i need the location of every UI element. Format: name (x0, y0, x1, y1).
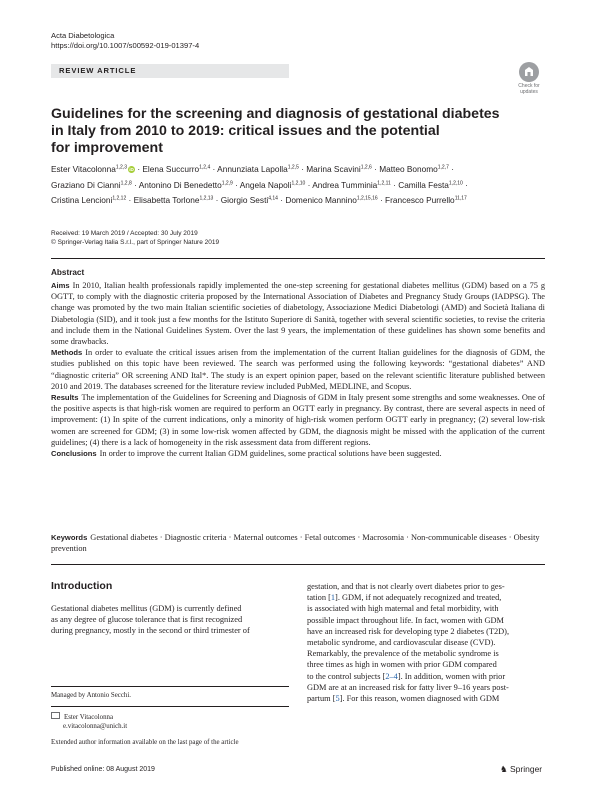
citation-link[interactable]: 1 (330, 593, 336, 603)
abstract-body (51, 280, 545, 459)
check-for-updates-badge[interactable] (512, 62, 546, 98)
citation-link[interactable]: 2–4 (385, 671, 398, 681)
author-name[interactable]: Andrea Tumminia (312, 179, 378, 190)
abstract-aims: Aims In 2010, Italian health professionals rapidly implemented the one-step screening for gestational diabetes mellitus (GDM) based on a 75 g OGTT, to comply with the diagnostic criteria proposed by the International Association of Diabetes and Pregnancy Study Groups (IADPSG). The change was promoted by the two main Italian scientific societies of diabetology, Associazione Medici Diabetologi (AMD) and Società Italiana di Diabetologia (SID), and it took just a few months for the Istituto Superiore di Sanità, together with several scientific societies, to revise the criteria and include them in the National Guidelines System. Over the last 9 years, the implementation of these guidelines has shown some benefits and some drawbacks. (51, 281, 545, 347)
abstract-methods: Methods In order to evaluate the critical issues arisen from the implementation of the current Italian guidelines for the diagnosis of GDM, the studies published on this topic have been reviewed. The search was performed using the following keywords: “gestational diabetes” AND “diagnostic criteria” OR screening AND Ital*. The study is an expert opinion paper, based on the relevant scientific literature published between 2010 and 2019. The databases screened for the literature review included PubMed, MEDLINE, and Scopus. (51, 348, 545, 391)
author-name[interactable]: Camilla Festa (398, 179, 449, 190)
corresponding-author: Ester Vitacolonna e.vitacolonna@unich.it (51, 712, 127, 731)
received-accepted: Received: 19 March 2019 / Accepted: 30 July 2019 (51, 230, 198, 237)
divider (51, 258, 545, 259)
springer-horse-icon: ♞ (500, 764, 508, 774)
footnote-divider (51, 706, 289, 707)
intro-right-column: gestation, and that is not clearly overt diabetes prior to ges- tation [1]. GDM, if not adequately recognized and treated, is associated with high maternal and fetal morbidity, with possible impact throughout life. In fact, women with GDM have an increased risk for developing type 2 diabetes (T2D), metabolic syndrome, and cardiovascular disease (CVD). Remarkably, the prevalence of the metabolic syndrome is three times as high in women with prior GDM compared to the control subjects [2–4]. In addition, women with prior GDM are at an increased risk for fatty liver 9–16 years post- partum [5]. For this reason, women diagnosed with GDM (307, 582, 510, 704)
section-heading-introduction: Introduction (51, 580, 113, 592)
published-online: Published online: 08 August 2019 (51, 766, 155, 773)
intro-left-column: Gestational diabetes mellitus (GDM) is currently defined as any degree of glucose tolerance that is first recognized during pregnancy, mostly in the second or third trimester of (51, 604, 250, 636)
author-name[interactable]: Elisabetta Torlone (133, 195, 200, 206)
author-name[interactable]: Giorgio Sesti (220, 195, 269, 206)
corresponding-email[interactable]: e.vitacolonna@unich.it (63, 723, 128, 730)
keywords: Keywords Gestational diabetes · Diagnostic criteria · Maternal outcomes · Fetal outcomes · Macrosomia · Non-communicable diseases · Obesity prevention (51, 533, 540, 554)
author-name[interactable]: Angela Napoli (239, 179, 292, 190)
divider (51, 564, 545, 565)
article-type-label: REVIEW ARTICLE (51, 64, 289, 78)
check-updates-icon (519, 62, 539, 82)
author-name[interactable]: Marina Scavini (306, 164, 361, 174)
abstract-results: Results The implementation of the Guidelines for Screening and Diagnosis of GDM in Italy present some strengths and some weaknesses. One of the positive aspects is that high-risk women are required to perform an OGTT early in pregnancy. By contrast, there are several aspects in need of improvement: (1) In spite of the current indications, only a minority of high-risk women perform OGTT early in pregnancy; (2) several low-risk women are screened for GDM; (3) in some low-risk women affected by GDM, the diagnosis might be missed with the application of the current guidelines; (4) there is a lack of homogeneity in the risk assessment data from different regions. (51, 393, 545, 447)
author-name[interactable]: Domenico Mannino (285, 195, 357, 206)
article-dates (51, 229, 219, 248)
citation-link[interactable]: 5 (335, 694, 340, 704)
author-name[interactable]: Annunziata Lapolla (217, 164, 288, 174)
check-updates-label: Check for updates (518, 83, 540, 95)
author-name[interactable]: Matteo Bonomo (379, 164, 438, 174)
article-title: Guidelines for the screening and diagnosis of gestational diabetes in Italy from 2010 to 2019: critical issues and the potential for improvement (51, 106, 500, 157)
author-list (51, 162, 551, 209)
author-line-1: Ester Vitacolonna$^{1,2,3}$ iD · Elena Succurro$^{1,2,4}$ · Annunziata Lapolla$^{1,2,5}$ · Marina Scavini$^{1,2,6}$ · Matteo Bonomo$^{1,2,7}$ · (51, 164, 454, 174)
author-line-3: Cristina Lencioni$^{1,2,12}$ · Elisabetta Torlone$^{1,2,13}$ · Giorgio Sesti$^{4,14}$ · Domenico Mannino$^{1,2,15,16}$ · Francesco Purrello$^{11,17}$ (51, 195, 467, 206)
envelope-icon (51, 712, 60, 719)
journal-name: Acta Diabetologica (51, 31, 115, 40)
author-name[interactable]: Cristina Lencioni (51, 195, 113, 206)
doi-link[interactable]: https://doi.org/10.1007/s00592-019-01397-4 (51, 41, 200, 50)
copyright-line: © Springer-Verlag Italia S.r.l., part of Springer Nature 2019 (51, 239, 220, 247)
author-name[interactable]: Francesco Purrello (385, 195, 455, 206)
orcid-icon[interactable]: iD (129, 167, 134, 172)
abstract-conclusions: Conclusions In order to improve the current Italian GDM guidelines, some practical solutions have been suggested. (51, 449, 442, 459)
author-name[interactable]: Ester Vitacolonna (51, 164, 116, 174)
managed-by-note: Managed by Antonio Secchi. (51, 692, 131, 699)
publisher-logo: ♞ Springer (500, 764, 543, 774)
footnote-divider (51, 686, 289, 687)
author-name[interactable]: Antonino Di Benedetto (138, 179, 222, 190)
author-name[interactable]: Elena Succurro (142, 164, 200, 174)
abstract-heading: Abstract (51, 268, 85, 277)
extended-author-info: Extended author information available on the last page of the article (51, 739, 239, 746)
author-line-2: Graziano Di Cianni$^{1,2,8}$ · Antonino Di Benedetto$^{1,2,9}$ · Angela Napoli$^{1,2,10}$ · Andrea Tumminia$^{1,2,11}$ · Camilla Festa$^{1,2,10}$ · (51, 179, 468, 190)
author-name[interactable]: Graziano Di Cianni (51, 179, 121, 190)
